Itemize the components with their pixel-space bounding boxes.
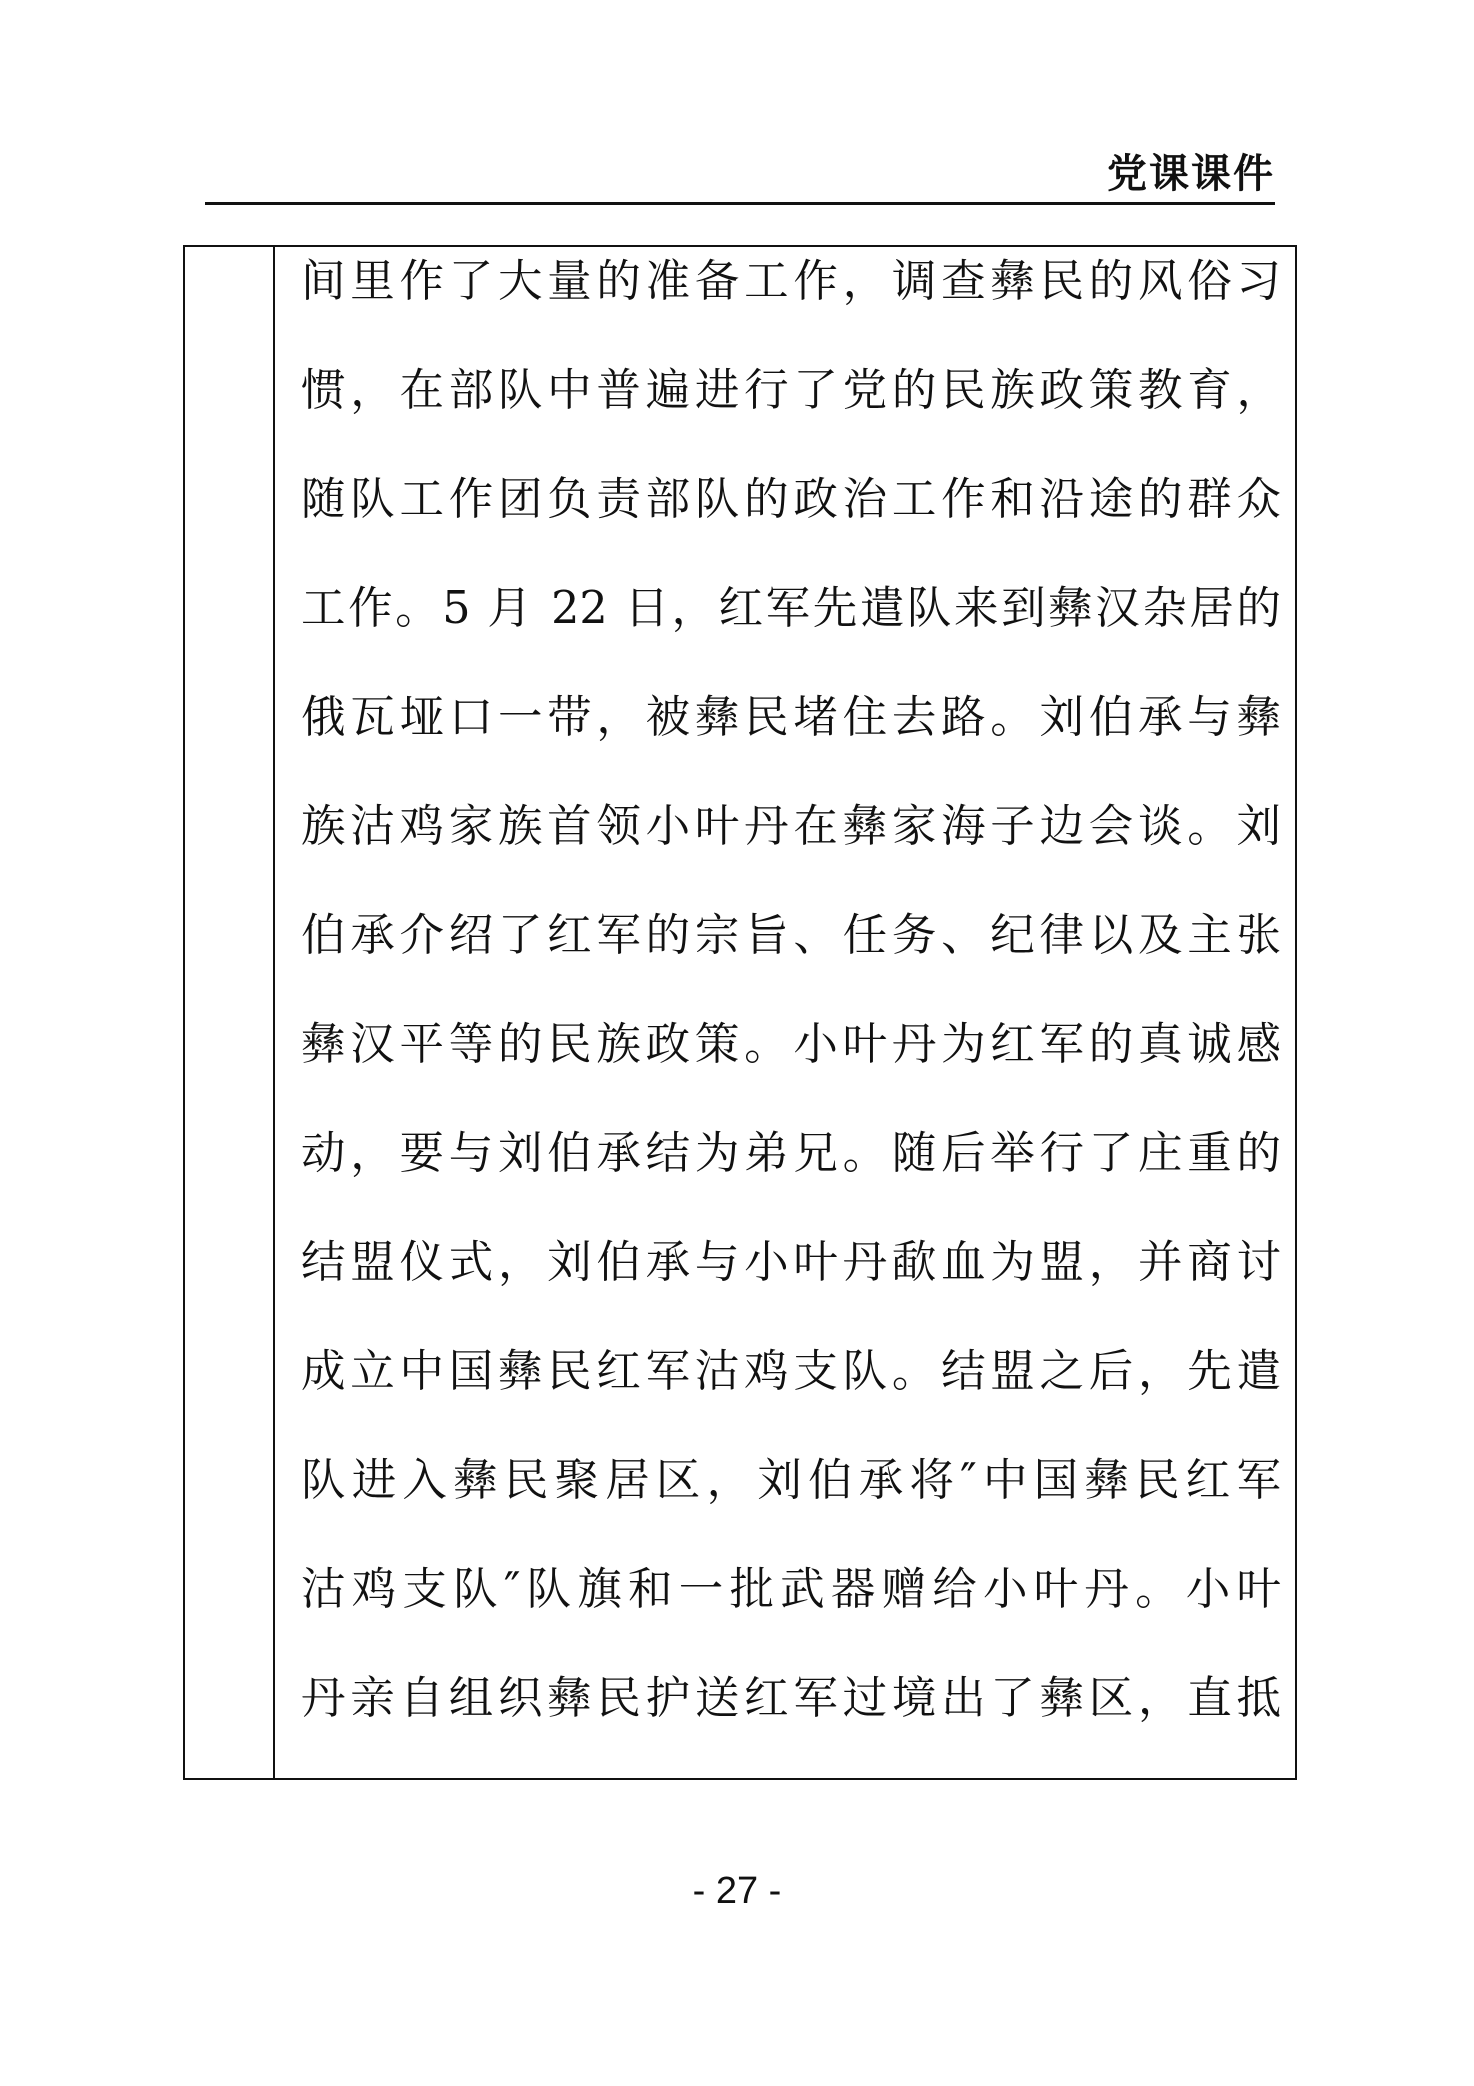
table-left-cell [185,247,275,1778]
body-line: 彝汉平等的民族政策。小叶丹为红军的真诚感 [301,1019,1281,1070]
page-number: - 27 - [692,1870,782,1912]
table-text-cell [301,247,1281,1778]
body-line: 工作。5 月 22 日，红军先遣队来到彝汉杂居的 [301,583,1281,634]
body-line: 惯，在部队中普遍进行了党的民族政策教育， [301,365,1281,416]
body-line: 伯承介绍了红军的宗旨、任务、纪律以及主张 [301,910,1281,961]
body-line: 动，要与刘伯承结为弟兄。随后举行了庄重的 [301,1128,1281,1179]
header-title: 党课课件 [1107,151,1275,197]
body-line: 随队工作团负责部队的政治工作和沿途的群众 [301,474,1281,525]
body-line: 族沽鸡家族首领小叶丹在彝家海子边会谈。刘 [301,801,1281,852]
body-line: 间里作了大量的准备工作，调查彝民的风俗习 [301,256,1281,307]
body-line: 队进入彝民聚居区，刘伯承将″中国彝民红军 [301,1455,1281,1506]
page-header [205,138,1275,205]
body-line: 成立中国彝民红军沽鸡支队。结盟之后，先遣 [301,1346,1281,1397]
body-line: 沽鸡支队″队旗和一批武器赠给小叶丹。小叶 [301,1564,1281,1615]
body-line: 俄瓦垭口一带，被彝民堵住去路。刘伯承与彝 [301,692,1281,743]
body-line: 丹亲自组织彝民护送红军过境出了彝区，直抵 [301,1673,1281,1724]
content-table [183,245,1297,1780]
body-line: 结盟仪式，刘伯承与小叶丹歃血为盟，并商讨 [301,1237,1281,1288]
